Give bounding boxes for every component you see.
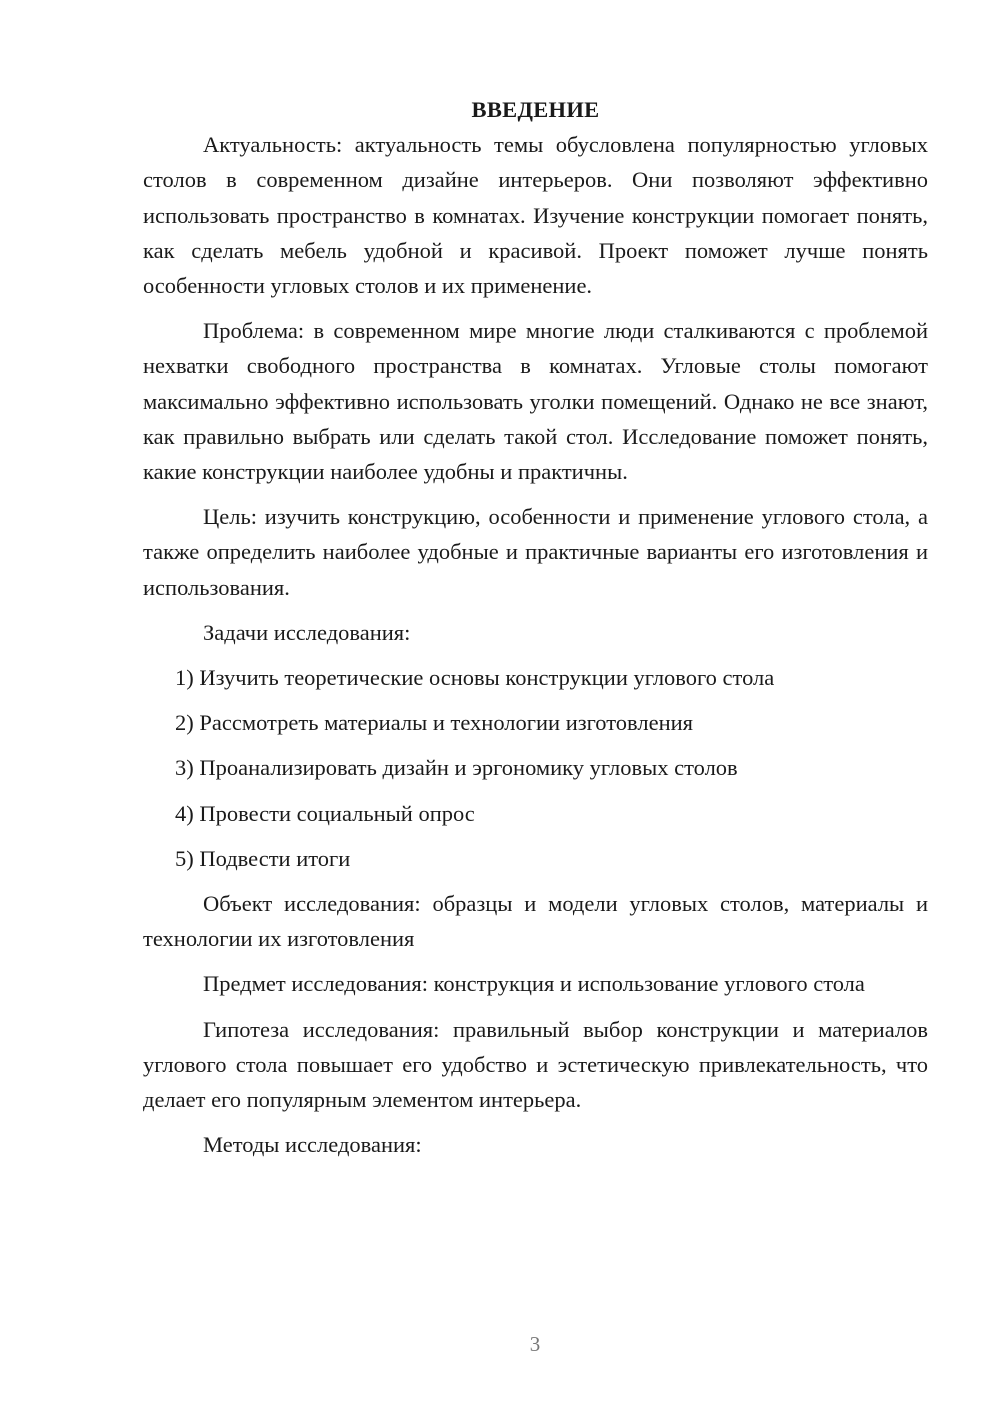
paragraph-problem: Проблема: в современном мире многие люди сталкиваются с проблемой нехватки свободного пространства в комнатах. Угловые столы помогают максимально эффективно использовать уголки помещений. Однако не все знают, как правильно выбрать или сделать такой стол. Исследование поможет понять, какие конструкции наиболее удобны и практичны.	[143, 318, 928, 485]
list-item: 1) Изучить теоретические основы конструкции углового стола	[175, 665, 775, 691]
document-title: ВВЕДЕНИЕ	[471, 97, 600, 122]
page-number: 3	[529, 1332, 541, 1356]
tasks-heading: Задачи исследования:	[203, 619, 411, 645]
paragraph-goal: Цель: изучить конструкцию, особенности и применение углового стола, а также определить наиболее удобные и практичные варианты его изготовления и использования.	[143, 504, 928, 600]
paragraph-object: Объект исследования: образцы и модели угловых столов, материалы и технологии их изготовления	[143, 891, 928, 952]
paragraph-relevance: Актуальность: актуальность темы обусловлена популярностью угловых столов в современном дизайне интерьеров. Они позволяют эффективно использовать пространство в комнатах. Изучение конструкции помогает понять, как сделать мебель удобной и красивой. Проект поможет лучше понять особенности угловых столов и их применение.	[143, 132, 928, 299]
paragraph-hypothesis: Гипотеза исследования: правильный выбор конструкции и материалов углового стола повышает его удобство и эстетическую привлекательность, что делает его популярным элементом интерьера.	[143, 1016, 928, 1113]
list-item: 3) Проанализировать дизайн и эргономику угловых столов	[175, 755, 738, 781]
paragraph-subject: Предмет исследования: конструкция и использование углового стола	[203, 971, 865, 997]
list-item: 5) Подвести итоги	[175, 845, 351, 871]
document-page	[143, 92, 928, 1172]
paragraph-methods: Методы исследования:	[203, 1132, 422, 1158]
tasks-list	[143, 660, 928, 876]
list-item: 2) Рассмотреть материалы и технологии изготовления	[175, 710, 694, 736]
list-item: 4) Провести социальный опрос	[175, 800, 475, 826]
